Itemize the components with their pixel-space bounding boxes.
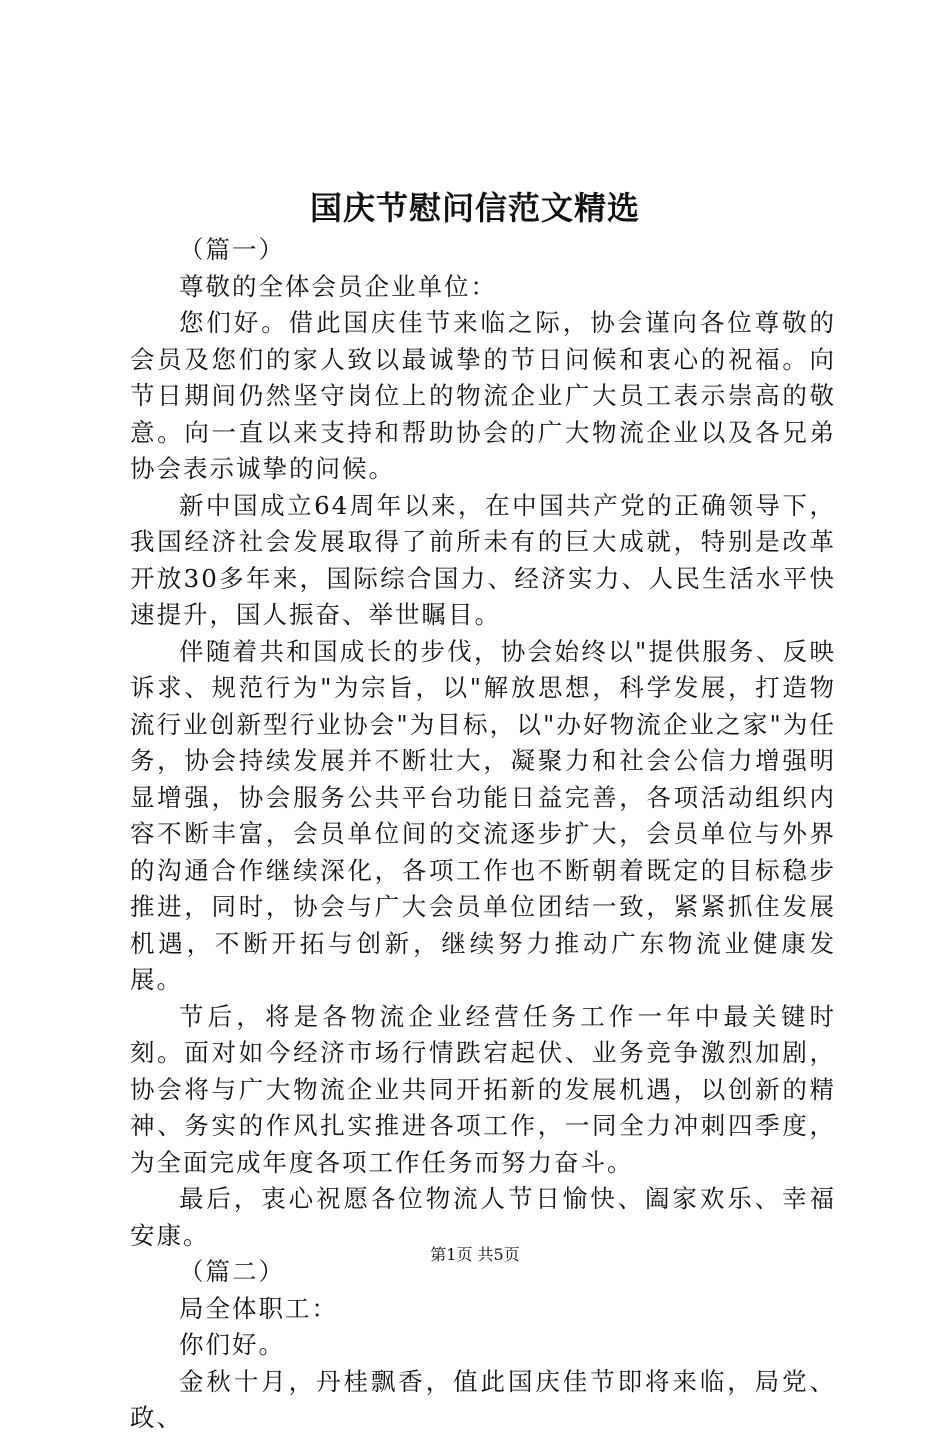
section-heading: （篇一） xyxy=(179,235,285,264)
body-paragraph: 最后，衷心祝愿各位物流人节日愉快、阖家欢乐、幸福安康。 xyxy=(130,1184,836,1250)
section-heading: （篇二） xyxy=(179,1257,285,1286)
body-paragraph: 新中国成立64周年以来，在中国共产党的正确领导下，我国经济社会发展取得了前所未有的巨大成就，特别是改革开放30多年来，国际综合国力、经济实力、人民生活水平快速提升，国人振奋、举世瞩目。 xyxy=(130,490,836,629)
salutation: 尊敬的全体会员企业单位： xyxy=(179,271,497,301)
body-paragraph: 节后，将是各物流企业经营任务工作一年中最关键时刻。面对如今经济市场行情跌宕起伏、业务竞争激烈加剧，协会将与广大物流企业共同开拓新的发展机遇，以创新的精神、务实的作风扎实推进各项工作，一同全力冲刺四季度，为全面完成年度各项工作任务而努力奋斗。 xyxy=(130,1001,836,1177)
body-paragraph: 金秋十月，丹桂飘香，值此国庆佳节即将来临，局党、政、 xyxy=(130,1366,836,1432)
salutation: 局全体职工： xyxy=(179,1293,338,1323)
body-paragraph: 伴随着共和国成长的步伐，协会始终以"提供服务、反映诉求、规范行为"为宗旨，以"解放思想，科学发展，打造物流行业创新型行业协会"为目标，以"办好物流企业之家"为任务，协会持续发展并不断壮大，凝聚力和社会公信力增强明显增强，协会服务公共平台功能日益完善，各项活动组织内容不断丰富，会员单位间的交流逐步扩大，会员单位与外界的沟通合作继续深化，各项工作也不断朝着既定的目标稳步推进，同时，协会与广大会员单位团结一致，紧紧抓住发展机遇，不断开拓与创新，继续努力推动广东物流业健康发展。 xyxy=(130,636,836,994)
body-paragraph: 你们好。 xyxy=(179,1330,285,1359)
page-footer: 第1页 共5页 xyxy=(430,1245,520,1264)
body-paragraph: 您们好。借此国庆佳节来临之际，协会谨向各位尊敬的会员及您们的家人致以最诚挚的节日问候和衷心的祝福。向节日期间仍然坚守岗位上的物流企业广大员工表示崇高的敬意。向一直以来支持和帮助协会的广大物流企业以及各兄弟协会表示诚挚的问候。 xyxy=(130,308,836,483)
document-title: 国庆节慰问信范文精选 xyxy=(309,189,640,227)
